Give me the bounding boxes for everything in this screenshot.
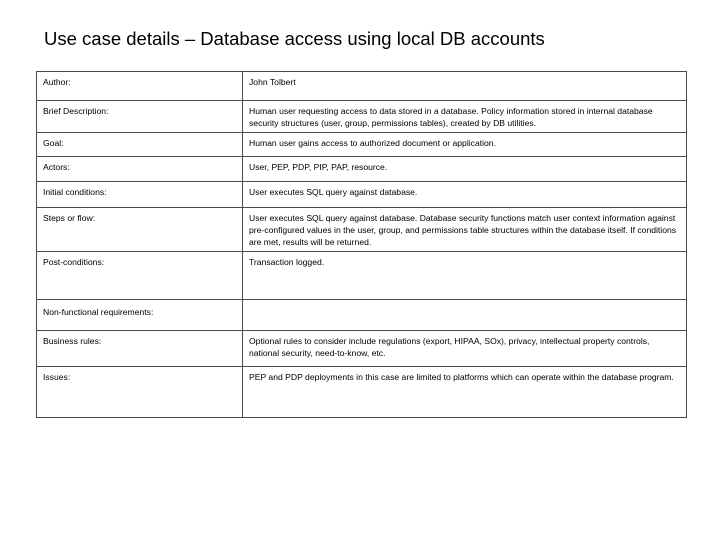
table-row-issues xyxy=(37,367,687,418)
table-row-actors xyxy=(37,157,687,182)
row-label-actors: Actors: xyxy=(37,157,243,182)
table-row-non-functional-requirements xyxy=(37,300,687,331)
row-label-post-conditions: Post-conditions: xyxy=(37,252,243,300)
table-row-author xyxy=(37,72,687,101)
row-value-brief-description: Human user requesting access to data stored in a database. Policy information stored in internal database security structures (user, group, permissions tables), created by DB utilities. xyxy=(243,101,687,133)
row-label-initial-conditions: Initial conditions: xyxy=(37,182,243,208)
row-value-business-rules: Optional rules to consider include regulations (export, HIPAA, SOx), privacy, intellectual property controls, national security, need-to-know, etc. xyxy=(243,331,687,367)
row-value-initial-conditions: User executes SQL query against database. xyxy=(243,182,687,208)
table-row-post-conditions xyxy=(37,252,687,300)
table-row-steps-or-flow xyxy=(37,208,687,252)
table-row-brief-description xyxy=(37,101,687,133)
table-row-business-rules xyxy=(37,331,687,367)
row-value-author: John Tolbert xyxy=(243,72,687,101)
slide-title: Use case details – Database access using local DB accounts xyxy=(44,28,545,49)
row-value-steps-or-flow: User executes SQL query against database. Database security functions match user context information against pre-configured values in the user, group, and permissions table structures within the database itself. If conditions are met, results will be returned. xyxy=(243,208,687,252)
table-row-goal xyxy=(37,133,687,157)
row-value-actors: User, PEP, PDP, PIP, PAP, resource. xyxy=(243,157,687,182)
row-label-non-functional-requirements: Non-functional requirements: xyxy=(37,300,243,331)
row-value-issues: PEP and PDP deployments in this case are limited to platforms which can operate within the database program. xyxy=(243,367,687,418)
row-label-goal: Goal: xyxy=(37,133,243,157)
use-case-table xyxy=(36,71,687,418)
row-value-non-functional-requirements xyxy=(243,300,687,331)
row-label-steps-or-flow: Steps or flow: xyxy=(37,208,243,252)
row-value-post-conditions: Transaction logged. xyxy=(243,252,687,300)
row-label-business-rules: Business rules: xyxy=(37,331,243,367)
row-label-issues: Issues: xyxy=(37,367,243,418)
table-row-initial-conditions xyxy=(37,182,687,208)
row-value-goal: Human user gains access to authorized document or application. xyxy=(243,133,687,157)
row-label-author: Author: xyxy=(37,72,243,101)
row-label-brief-description: Brief Description: xyxy=(37,101,243,133)
